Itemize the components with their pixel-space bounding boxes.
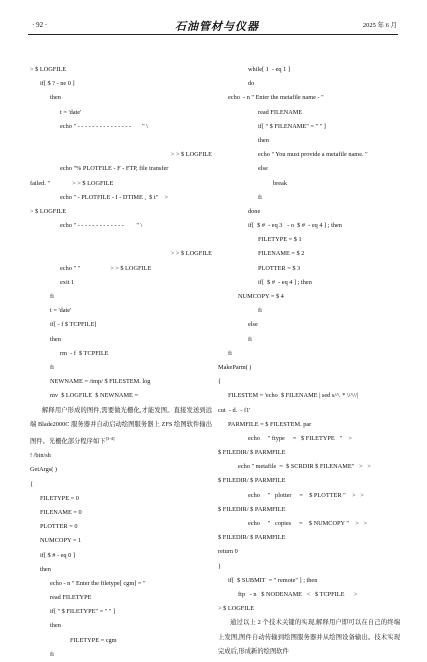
code-line: FILENAME = 0 [40, 508, 82, 516]
code-line: > $ LOGFILE [30, 66, 67, 73]
code-line: else [258, 165, 268, 173]
issue-date: 2025 年 6 月 [362, 22, 397, 29]
code-line: while[ 1 - eq 1 ] [248, 66, 290, 73]
code-line: fi [50, 363, 54, 371]
code-line: then [258, 136, 269, 144]
code-line: else [248, 321, 258, 329]
code-line: fi [258, 307, 262, 315]
code-line: NEWNAME = /tmp/ $ FILESTEM. log [50, 378, 151, 386]
code-line: echo " copies = $ NUMCOPY " > > [248, 520, 368, 527]
code-line: if[ $ # - eq 3 - o $ # - eq 4 ] ; then [248, 222, 342, 230]
code-line: t = 'date' [50, 307, 72, 315]
code-line: echo " metafile = $ SCRDIR $ FILENAME" > > [238, 463, 371, 471]
paragraph-text: 解释用户形成的图件,需要做光栅化,才能发图。直接发送到远端 Blade2000C 服务器并自动启动绘图服务器上 ZFS 绘图软件输出图件。光栅化部分程序如下 [30, 406, 212, 445]
code-line: MakeParm( ) [218, 363, 252, 371]
code-line: ftp - n $ NODENAME < $ TCPFILE > [238, 590, 358, 598]
code-line: NUMCOPY = 1 [40, 537, 82, 545]
code-line [30, 233, 212, 247]
code-line: if[ $ # - eq 4 ] ; then [258, 278, 312, 286]
code-line: $ FILEDIR/ $ PARMFILE [218, 534, 286, 542]
code-line: done [248, 207, 261, 215]
code-line: > > $ LOGFILE [170, 250, 212, 258]
code-line: FILETYPE = 0 [40, 494, 79, 502]
code-line: then [40, 565, 51, 573]
code-line: fi [50, 293, 54, 300]
left-column [30, 63, 212, 662]
header-rule [28, 34, 398, 35]
code-line: failed. " > > $ LOGFILE [30, 179, 114, 187]
code-line: if[ $ ? - ne 0 ] [40, 80, 75, 88]
code-line: fi [228, 349, 232, 357]
code-line: rm - f $ TCPFILE [60, 349, 109, 357]
code-line: then [50, 622, 61, 630]
body-paragraph: 通过以上 2 个技术关键的实现,解释用户即可以在自己的终端上发图,图件自动传输到绘图服务器并从绘图设备输出。技术实现完成后,形成新的绘图软件 [218, 619, 400, 655]
code-line: echo " - PLOTFILE - I - DTIME , $ t" > [60, 193, 169, 201]
code-line: do [248, 80, 255, 88]
journal-title: 石油管材与仪器 [175, 20, 259, 33]
code-line: FILETYPE = cgm [70, 636, 117, 644]
code-line: cut - d. - f1' [218, 406, 251, 414]
code-line: if[ - f $ TCPFILE] [50, 321, 97, 329]
code-line: > > $ LOGFILE [170, 151, 212, 159]
code-line: $ FILEDIR/ $ PARMFILE [218, 449, 286, 457]
code-line: $ FILEDIR/ $ PARMFILE [218, 477, 286, 485]
code-line: echo - n " Enter the metafile name - " [228, 94, 324, 102]
code-line: echo "% PLOTFILE - F - FTP, file transfer [60, 165, 169, 173]
code-line: exit 1 [60, 278, 75, 286]
code-line: FILENAME = $ 2 [258, 250, 305, 258]
code-line: $ FILEDIR/ $ PARMFILE [218, 505, 286, 513]
code-line: t = 'date' [60, 108, 82, 116]
code-line: echo " " > > $ LOGFILE [60, 264, 152, 272]
code-line: echo " plotter = $ PLOTTER " > > [248, 491, 364, 499]
code-line: PLOTTER = 0 [40, 523, 78, 531]
code-line: GetArgs( ) [30, 466, 57, 474]
code-line: fi [50, 650, 54, 658]
code-line: if[ " $ FILENAME" = " " ] [258, 122, 326, 130]
page-header [0, 0, 427, 40]
code-line: echo " - - - - - - - - - - - - - " \ [60, 222, 143, 230]
code-line: read FILENAME [258, 108, 303, 116]
code-line: } [218, 562, 222, 570]
page-number: · 92 · [32, 21, 48, 29]
code-line: { [218, 378, 222, 386]
body-paragraph [30, 404, 212, 450]
code-line: fi [248, 335, 252, 343]
citation: [3-4] [105, 435, 115, 441]
code-line: then [50, 335, 61, 343]
code-line: if[ $ # - eq 0 ] [40, 551, 75, 559]
code-line: PARMFILE = $ FILESTEM. par [228, 420, 312, 428]
code-line: FILETYPE = $ 1 [258, 236, 302, 244]
right-column [218, 63, 400, 659]
code-line: read FILETYPE [50, 594, 92, 602]
code-line: if[ $ SUBMIT = " remote" ] ; then [228, 576, 318, 584]
code-line: > $ LOGFILE [30, 207, 67, 215]
code-line: break [273, 179, 287, 187]
code-line: then [50, 94, 61, 102]
code-line: mv $ LOGFILE $ NEWNAME = [50, 392, 139, 400]
code-line [30, 134, 212, 148]
code-line: fi [258, 193, 262, 201]
code-line: NUMCOPY = $ 4 [238, 293, 284, 300]
code-line: ! /bin/sh [30, 452, 51, 460]
code-line: { [30, 480, 34, 488]
code-line: echo " - - - - - - - - - - - - - - - " \ [60, 122, 149, 130]
code-line: echo " You must provide a metafile name. " [258, 151, 368, 159]
code-line: echo - n " Enter the filetype[ cgm] = " [50, 579, 146, 587]
code-line: return 0 [218, 548, 238, 556]
code-line: > $ LOGFILE [218, 605, 255, 613]
code-line: FILESTEM = 'echo $ FILENAME | sed s/^. * \/^//| [228, 392, 359, 400]
code-line: PLOTTER = $ 3 [258, 264, 301, 272]
code-line: echo " ftype = $ FILETYPE " > [248, 434, 352, 442]
code-line: if[ " $ FILETYPE" = " " ] [50, 608, 116, 616]
